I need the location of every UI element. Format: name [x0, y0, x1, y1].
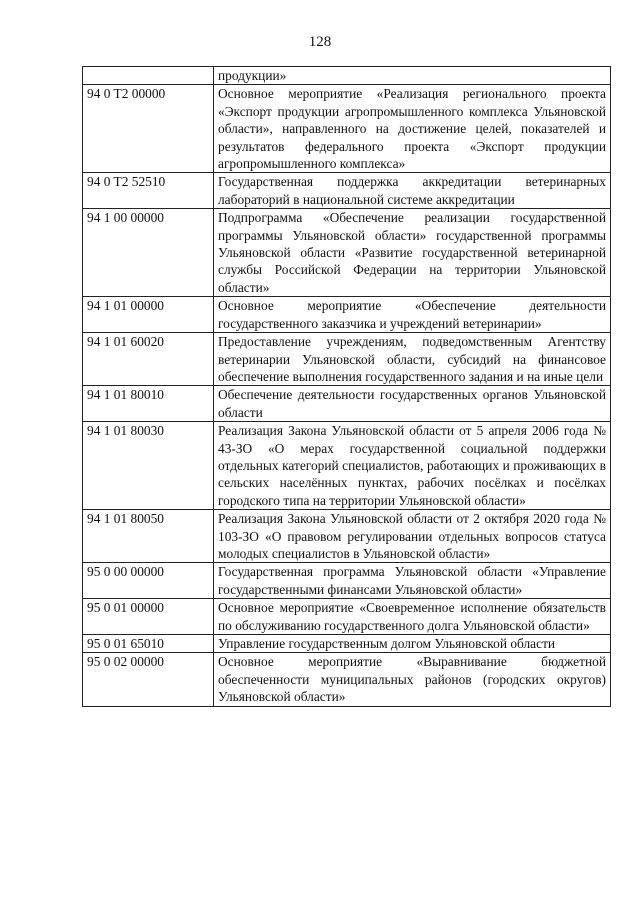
table-row [83, 209, 611, 297]
code-cell: 94 1 01 80050 [83, 510, 214, 563]
code-cell: 95 0 00 00000 [83, 563, 214, 599]
description-cell: Государственная программа Ульяновской области «Управление государственными финансами Ульяновской области» [214, 563, 611, 599]
table-row [83, 67, 611, 85]
description-cell: Государственная поддержка аккредитации ветеринарных лабораторий в национальной системе аккредитации [214, 173, 611, 209]
budget-code-table [82, 66, 611, 707]
table-row [83, 297, 611, 333]
code-cell: 94 1 00 00000 [83, 209, 214, 297]
description-cell: Основное мероприятие «Своевременное исполнение обязательств по обслуживанию государственного долга Ульяновской области» [214, 599, 611, 635]
description-cell: Реализация Закона Ульяновской области от 2 октября 2020 года № 103-ЗО «О правовом регулировании отдельных вопросов статуса молодых специалистов в Ульяновской области» [214, 510, 611, 563]
page-number: 128 [308, 34, 332, 50]
table-row [83, 653, 611, 706]
code-cell: 94 1 01 80010 [83, 386, 214, 422]
description-cell: Подпрограмма «Обеспечение реализации государственной программы Ульяновской области» государственной программы Ульяновской области «Развитие государственной ветеринарной службы Российской Федерации на территории Ульяновской области» [214, 209, 611, 297]
code-cell: 95 0 01 00000 [83, 599, 214, 635]
description-cell: Обеспечение деятельности государственных органов Ульяновской области [214, 386, 611, 422]
code-cell: 94 0 T2 00000 [83, 85, 214, 173]
table-row [83, 422, 611, 510]
table-row [83, 386, 611, 422]
table-row [83, 173, 611, 209]
table-row [83, 635, 611, 653]
table-row [83, 599, 611, 635]
table-row [83, 333, 611, 386]
description-cell: Основное мероприятие «Обеспечение деятельности государственного заказчика и учреждений ветеринарии» [214, 297, 611, 333]
description-cell: продукции» [214, 67, 611, 85]
code-cell: 95 0 01 65010 [83, 635, 214, 653]
code-cell: 95 0 02 00000 [83, 653, 214, 706]
code-cell: 94 1 01 00000 [83, 297, 214, 333]
description-cell: Управление государственным долгом Ульяновской области [214, 635, 611, 653]
code-cell: 94 1 01 80030 [83, 422, 214, 510]
table-row [83, 85, 611, 173]
table-row [83, 563, 611, 599]
table-row [83, 510, 611, 563]
code-cell: 94 1 01 60020 [83, 333, 214, 386]
code-cell: 94 0 T2 52510 [83, 173, 214, 209]
description-cell: Основное мероприятие «Реализация регионального проекта «Экспорт продукции агропромышленного комплекса Ульяновской области», направленного на достижение целей, показателей и результатов федерального проекта «Экспорт продукции агропромышленного комплекса» [214, 85, 611, 173]
description-cell: Предоставление учреждениям, подведомственным Агентству ветеринарии Ульяновской области, субсидий на финансовое обеспечение выполнения государственного задания и на иные цели [214, 333, 611, 386]
description-cell: Реализация Закона Ульяновской области от 5 апреля 2006 года № 43-ЗО «О мерах государственной социальной поддержки отдельных категорий специалистов, работающих и проживающих в сельских населённых пунктах, рабочих посёлках и посёлках городского типа на территории Ульяновской области» [214, 422, 611, 510]
description-cell: Основное мероприятие «Выравнивание бюджетной обеспеченности муниципальных районов (городских округов) Ульяновской области» [214, 653, 611, 706]
code-cell [83, 67, 214, 85]
